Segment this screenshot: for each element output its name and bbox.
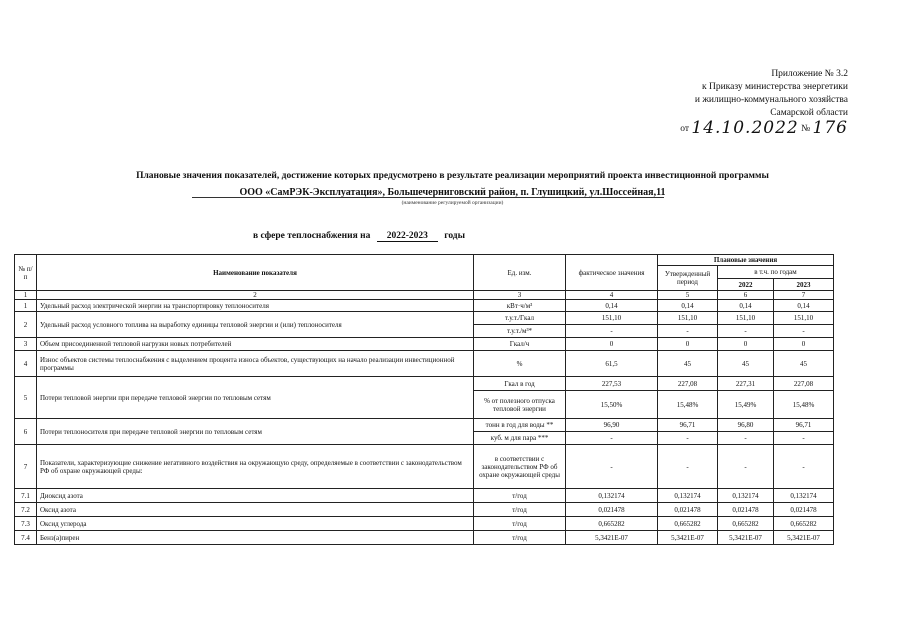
row-unit: т/год: [474, 517, 566, 531]
row-2023: 0,021478: [774, 503, 834, 517]
colnum-1: 1: [15, 291, 37, 300]
header-by-years: в т.ч. по годам: [718, 266, 834, 279]
row-approved: 5,3421E-07: [658, 531, 718, 545]
row-2022: -: [718, 432, 774, 445]
row-actual: 0,021478: [566, 503, 658, 517]
table-row: [15, 312, 834, 325]
row-2023: 0,14: [774, 300, 834, 312]
row-name: Потери теплоносителя при передаче тепловой энергии по тепловым сетям: [37, 419, 474, 445]
row-name: Показатели, характеризующие снижение негативного воздействия на окружающую среду, определяемые в соответствии с законодательством РФ об охране окружающей среды:: [37, 445, 474, 489]
handwritten-number: 176: [812, 118, 848, 138]
table-row: [15, 351, 834, 377]
table-row: [15, 300, 834, 312]
header-plan: Плановые значения: [658, 255, 834, 266]
row-2022: 0,14: [718, 300, 774, 312]
row-unit: т/год: [474, 531, 566, 545]
header-name: Наименование показателя: [37, 255, 474, 291]
row-num: 7.4: [15, 531, 37, 545]
row-actual: -: [566, 432, 658, 445]
colnum-7: 7: [774, 291, 834, 300]
table-row: [15, 531, 834, 545]
row-actual: -: [566, 445, 658, 489]
row-2023: 151,10: [774, 312, 834, 325]
colnum-2: 2: [37, 291, 474, 300]
row-actual: 5,3421E-07: [566, 531, 658, 545]
row-2023: -: [774, 445, 834, 489]
row-2023: 0,665282: [774, 517, 834, 531]
sphere-prefix: в сфере теплоснабжения на: [253, 231, 371, 241]
row-actual: 96,90: [566, 419, 658, 432]
row-num: 2: [15, 312, 37, 338]
row-approved: 45: [658, 351, 718, 377]
row-2022: 227,31: [718, 377, 774, 391]
row-unit: куб. м для пара ***: [474, 432, 566, 445]
row-name: Удельный расход электрической энергии на транспортировку теплоносителя: [37, 300, 474, 312]
row-name: Износ объектов системы теплоснабжения с выделением процента износа объектов, существующих на начало реализации инвестиционной программы: [37, 351, 474, 377]
row-2023: 5,3421E-07: [774, 531, 834, 545]
row-actual: 227,53: [566, 377, 658, 391]
table-row: [15, 517, 834, 531]
row-name: Объем присоединенной тепловой нагрузки новых потребителей: [37, 338, 474, 351]
row-approved: -: [658, 432, 718, 445]
organization-caption: (наименование регулируемой организации): [401, 200, 504, 206]
row-approved: 0,021478: [658, 503, 718, 517]
row-2022: -: [718, 325, 774, 338]
row-approved: 0,665282: [658, 517, 718, 531]
indicators-table: [14, 254, 834, 545]
row-num: 6: [15, 419, 37, 445]
appendix-line-3: и жилищно-коммунального хозяйства: [694, 95, 848, 105]
row-unit: т/год: [474, 489, 566, 503]
sphere-suffix: годы: [444, 231, 466, 241]
row-unit: тонн в год для воды **: [474, 419, 566, 432]
row-2022: 0,021478: [718, 503, 774, 517]
table-row: [15, 377, 834, 391]
row-approved: 151,10: [658, 312, 718, 325]
row-2022: -: [718, 445, 774, 489]
row-2023: -: [774, 325, 834, 338]
document-title: Плановые значения показателей, достижение которых предусмотрено в результате реализации мероприятий проекта инвестиционной программы: [136, 171, 769, 181]
row-approved: -: [658, 445, 718, 489]
handwritten-date: 14.10.2022: [691, 118, 799, 138]
row-2023: 227,08: [774, 377, 834, 391]
row-num: 7.3: [15, 517, 37, 531]
row-actual: 0,14: [566, 300, 658, 312]
header-unit: Ед. изм.: [474, 255, 566, 291]
order-from-prefix: от: [680, 124, 689, 134]
row-2023: 0,132174: [774, 489, 834, 503]
table-row: [15, 489, 834, 503]
row-2022: 151,10: [718, 312, 774, 325]
row-num: 7.1: [15, 489, 37, 503]
row-2023: 45: [774, 351, 834, 377]
row-unit: т/год: [474, 503, 566, 517]
header-approved: Утвержденный период: [658, 266, 718, 291]
appendix-order-line: [680, 120, 848, 136]
row-unit: в соответствии с законодательством РФ об охране окружающей среды: [474, 445, 566, 489]
row-actual: 0: [566, 338, 658, 351]
row-2023: 0: [774, 338, 834, 351]
table-row: [15, 503, 834, 517]
row-actual: 61,5: [566, 351, 658, 377]
row-actual: 15,50%: [566, 391, 658, 419]
row-approved: 227,08: [658, 377, 718, 391]
row-approved: 0: [658, 338, 718, 351]
row-num: 7: [15, 445, 37, 489]
row-actual: -: [566, 325, 658, 338]
row-num: 1: [15, 300, 37, 312]
organization-underline: [192, 197, 664, 198]
row-name: Потери тепловой энергии при передаче тепловой энергии по тепловым сетям: [37, 377, 474, 419]
row-name: Оксид углерода: [37, 517, 474, 531]
colnum-5: 5: [658, 291, 718, 300]
appendix-line-1: Приложение № 3.2: [771, 69, 848, 79]
row-unit: Гкал в год: [474, 377, 566, 391]
row-name: Оксид азота: [37, 503, 474, 517]
appendix-line-4: Самарской области: [770, 108, 848, 118]
colnum-6: 6: [718, 291, 774, 300]
appendix-block: [680, 68, 848, 136]
row-name: Диоксид азота: [37, 489, 474, 503]
colnum-4: 4: [566, 291, 658, 300]
row-approved: 0,14: [658, 300, 718, 312]
header-actual: фактическое значения: [566, 255, 658, 291]
row-unit: т.у.т./м³*: [474, 325, 566, 338]
row-2023: 15,48%: [774, 391, 834, 419]
table-row: [15, 419, 834, 432]
row-approved: -: [658, 325, 718, 338]
row-2022: 0,665282: [718, 517, 774, 531]
row-2022: 15,49%: [718, 391, 774, 419]
row-2022: 96,80: [718, 419, 774, 432]
row-2023: 96,71: [774, 419, 834, 432]
row-2023: -: [774, 432, 834, 445]
row-2022: 45: [718, 351, 774, 377]
row-2022: 0: [718, 338, 774, 351]
row-num: 3: [15, 338, 37, 351]
row-num: 4: [15, 351, 37, 377]
row-actual: 151,10: [566, 312, 658, 325]
row-name: Бенз(а)пирен: [37, 531, 474, 545]
sphere-line: [253, 231, 465, 242]
row-unit: %: [474, 351, 566, 377]
row-approved: 15,48%: [658, 391, 718, 419]
row-2022: 0,132174: [718, 489, 774, 503]
row-actual: 0,665282: [566, 517, 658, 531]
row-approved: 0,132174: [658, 489, 718, 503]
header-year-2023: 2023: [774, 279, 834, 291]
table-row: [15, 445, 834, 489]
row-actual: 0,132174: [566, 489, 658, 503]
appendix-line-2: к Приказу министерства энергетики: [701, 82, 848, 92]
organization-name: ООО «СамРЭК-Эксплуатация», Большечерниговский район, п. Глушицкий, ул.Шоссейная,11: [239, 187, 666, 198]
row-approved: 96,71: [658, 419, 718, 432]
order-no-prefix: №: [801, 124, 811, 134]
row-name: Удельный расход условного топлива на выработку единицы тепловой энергии и (или) теплоносителя: [37, 312, 474, 338]
row-unit: Гкал/ч: [474, 338, 566, 351]
sphere-period: 2022-2023: [377, 231, 438, 242]
row-2022: 5,3421E-07: [718, 531, 774, 545]
header-num: № п/п: [15, 255, 37, 291]
row-num: 7.2: [15, 503, 37, 517]
header-year-2022: 2022: [718, 279, 774, 291]
row-unit: % от полезного отпуска тепловой энергии: [474, 391, 566, 419]
row-num: 5: [15, 377, 37, 419]
row-unit: кВт·ч/м³: [474, 300, 566, 312]
row-unit: т.у.т./Гкал: [474, 312, 566, 325]
table-row: [15, 338, 834, 351]
colnum-3: 3: [474, 291, 566, 300]
